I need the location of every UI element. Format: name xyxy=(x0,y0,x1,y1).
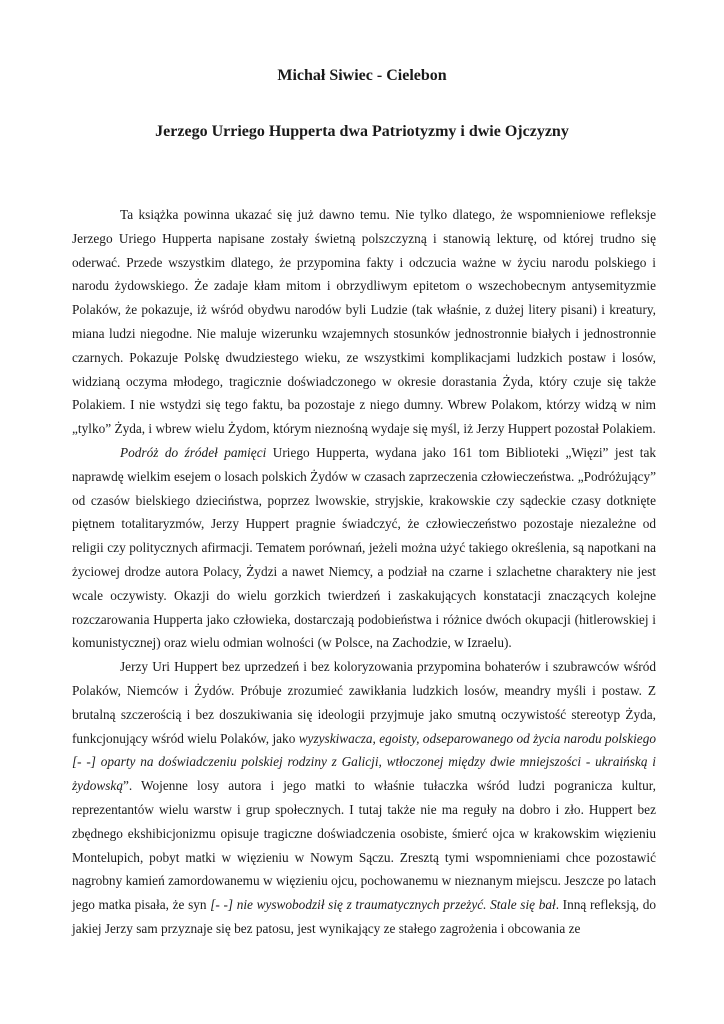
paragraph-2-text: Uriego Hupperta, wydana jako 161 tom Biblioteki „Więzi” jest tak naprawdę wielkim esejem o losach polskich Żydów w czasach zaprzeczenia człowieczeństwa. „Podróżujący” od czasów bielskiego dzieciństwa, poprzez lwowskie, stryjskie, krakowskie czy sądeckie czasy dotknięte piętnem totalitaryzmów, Jerzy Huppert pragnie świadczyć, że człowieczeństwo pozostaje niezależne od religii czy politycznych afirmacji. Tematem porównań, jeżeli można użyć takiego określenia, są napotkani na życiowej drodze autora Polacy, Żydzi a nawet Niemcy, a podział na czarne i szlachetne charaktery nie jest wcale oczywisty. Okazji do wielu gorzkich twierdzeń i zaskakujących konstatacji znaczących kolejne rozczarowania Hupperta jako człowieka, dostarczają podobieństwa i różnice dwóch okupacji (hitlerowskiej i komunistycznej) oraz wielu odmian wolności (w Polsce, na Zachodzie, w Izraelu). xyxy=(72,444,656,651)
paragraph-1: Ta książka powinna ukazać się już dawno temu. Nie tylko dlatego, że wspomnieniowe refleksje Jerzego Uriego Hupperta napisane zostały świetną polszczyzną i stanowią lekturę, od której trudno się oderwać. Przede wszystkim dlatego, że przypomina fakty i odczucia ważne w życiu narodu polskiego i narodu żydowskiego. Że zadaje kłam mitom i obrzydliwym epitetom o wszechobecnym antysemityzmie Polaków, że pokazuje, iż wśród obydwu narodów byli Ludzie (tak właśnie, z dużej litery pisani) i kreatury, miana ludzi niegodne. Nie maluje wizerunku wzajemnych stosunków jednostronnie białych i jednostronnie czarnych. Pokazuje Polskę dwudziestego wieku, ze wszystkimi komplikacjami ludzkich postaw i losów, widzianą oczyma młodego, tragicznie doświadczonego w okresie dorastania Żyda, który czuje się także Polakiem. I nie wstydzi się tego faktu, ba pozostaje z niego dumny. Wbrew Polakom, którzy widzą w nim „tylko” Żyda, i wbrew wielu Żydom, którym nieznośną wydaje się myśl, iż Jerzy Huppert pozostał Polakiem. xyxy=(72,207,656,437)
quote-italic-2: [- -] nie wyswobodził się z traumatycznych przeżyć. Stale się bał xyxy=(210,897,556,913)
paragraph-3 xyxy=(72,655,656,941)
paragraph-3-text-a: Jerzy Uri Huppert bez uprzedzeń i bez koloryzowania przypomina bohaterów i szubrawców wśród Polaków, Niemców i Żydów. Próbuje zrozumieć zawikłania ludzkich losów, meandry myśli i postaw. Z brutalną szczerością i bez doszukiwania się ideologii przyjmuje jako smutną oczywistość stereotyp Żyda, funkcjonujący wśród wielu Polaków, jako xyxy=(72,659,656,746)
quote-italic-1: wyzyskiwacza, egoisty, odseparowanego od życia narodu polskiego [- -] oparty na doświadczeniu polskiej rodziny z Galicji, wtłoczonej między dwie mniejszości - ukraińską i żydowską xyxy=(72,730,657,794)
document-title: Jerzego Urriego Hupperta dwa Patriotyzmy i dwie Ojczyzny xyxy=(155,123,569,140)
author-heading: Michał Siwiec - Cielebon xyxy=(277,67,447,84)
paragraph-3-text-e: . Inną refleksją, do jakiej Jerzy sam przyznaje się bez patosu, jest wynikający ze stałego zagrożenia i obcowania ze xyxy=(72,897,656,936)
paragraph-3-text-c: ”. Wojenne losy autora i jego matki to właśnie tułaczka wśród ludzi pogranicza kultur, reprezentantów wielu warstw i grup społecznych. I tutaj także nie ma reguły na dobro i zło. Huppert bez zbędnego ekshibicjonizmu opisuje tragiczne doświadczenia osobiste, śmierć ojca w krakowskim więzieniu Montelupich, pobyt matki w więzieniu w Nowym Sączu. Zresztą tymi wspomnieniami chce pozostawić nagrobny kamień zamordowanemu w więzieniu ojcu, pochowanemu w nieznanym miejscu. Jeszcze po latach jego matka pisała, że syn xyxy=(72,778,656,913)
article-body xyxy=(72,203,656,941)
book-title-italic: Podróż do źródeł pamięci xyxy=(120,444,267,460)
paragraph-2 xyxy=(72,441,656,655)
